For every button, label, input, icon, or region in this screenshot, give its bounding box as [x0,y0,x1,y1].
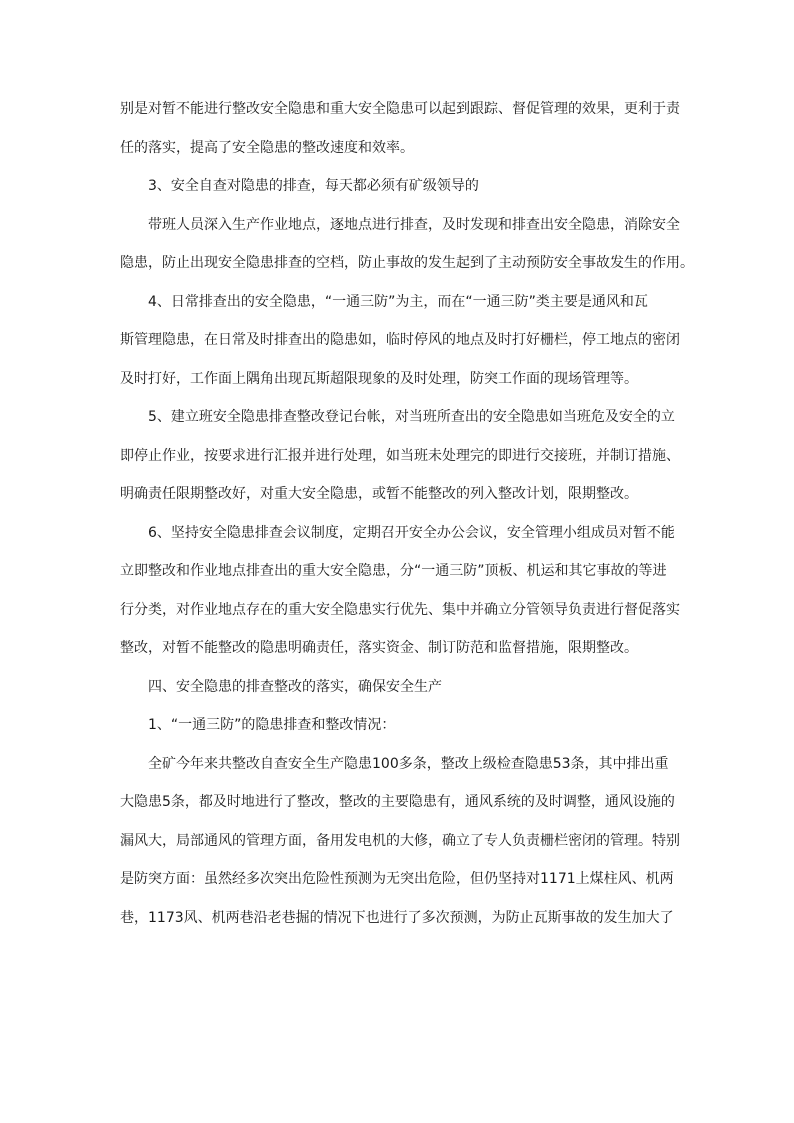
text-line: 斯管理隐患，在日常及时排查出的隐患如，临时停风的地点及时打好栅栏，停工地点的密闭 [120,332,680,348]
text-line: 全矿今年来共整改自查安全生产隐患100多条，整改上级检查隐患53条，其中排出重 [148,755,669,772]
text-line: 及时打好，工作面上隅角出现瓦斯超限现象的及时处理，防突工作面的现场管理等。 [120,370,638,387]
text-line: 大隐患5条，都及时地进行了整改，整改的主要隐患有，通风系统的及时调整，通风设施的 [120,794,675,810]
text-line: 是防突方面：虽然经多次突出危险性预测为无突出危险，但仍坚持对1171上煤柱风、机两 [120,871,674,887]
text-line: 明确责任限期整改好，对重大安全隐患，或暂不能整改的列入整改计划，限期整改。 [120,486,638,502]
text-line: 漏风大，局部通风的管理方面，备用发电机的大修，确立了专人负责栅栏密闭的管理。特别 [120,832,680,849]
text-line: 四、安全隐患的排查整改的落实，确保安全生产 [148,678,442,695]
text-line: 别是对暂不能进行整改安全隐患和重大安全隐患可以起到跟踪、督促管理的效果，更利于责 [120,101,680,117]
text-line: 带班人员深入生产作业地点，逐地点进行排查，及时发现和排查出安全隐患，消除安全 [148,216,680,233]
text-line: 任的落实，提高了安全隐患的整改速度和效率。 [120,139,414,156]
text-line: 隐患，防止出现安全隐患排查的空档，防止事故的发生起到了主动预防安全事故发生的作用。 [120,255,694,271]
text-line: 3、安全自查对隐患的排查，每天都必须有矿级领导的 [148,178,479,194]
text-line: 1、“一通三防”的隐患排查和整改情况： [148,717,396,733]
text-line: 5、建立班安全隐患排查整改登记台帐，对当班所查出的安全隐患如当班危及安全的立 [148,409,675,425]
text-line: 4、日常排查出的安全隐患，“一通三防”为主，而在“一通三防”类主要是通风和瓦 [148,293,648,310]
text-line: 行分类，对作业地点存在的重大安全隐患实行优先、集中并确立分管领导负责进行督促落实 [120,601,680,618]
text-line: 即停止作业，按要求进行汇报并进行处理，如当班未处理完的即进行交接班，并制订措施、 [120,447,680,464]
text-line: 巷，1173风、机两巷沿老巷掘的情况下也进行了多次预测，为防止瓦斯事故的发生加大了 [120,909,674,926]
text-line: 立即整改和作业地点排查出的重大安全隐患，分“一通三防”顶板、机运和其它事故的等进 [120,563,667,579]
text-line: 6、坚持安全隐患排查会议制度，定期召开安全办公会议，安全管理小组成员对暂不能 [148,524,675,541]
text-line: 整改，对暂不能整改的隐患明确责任，落实资金、制订防范和监督措施，限期整改。 [120,640,638,656]
document-body [120,98,694,945]
